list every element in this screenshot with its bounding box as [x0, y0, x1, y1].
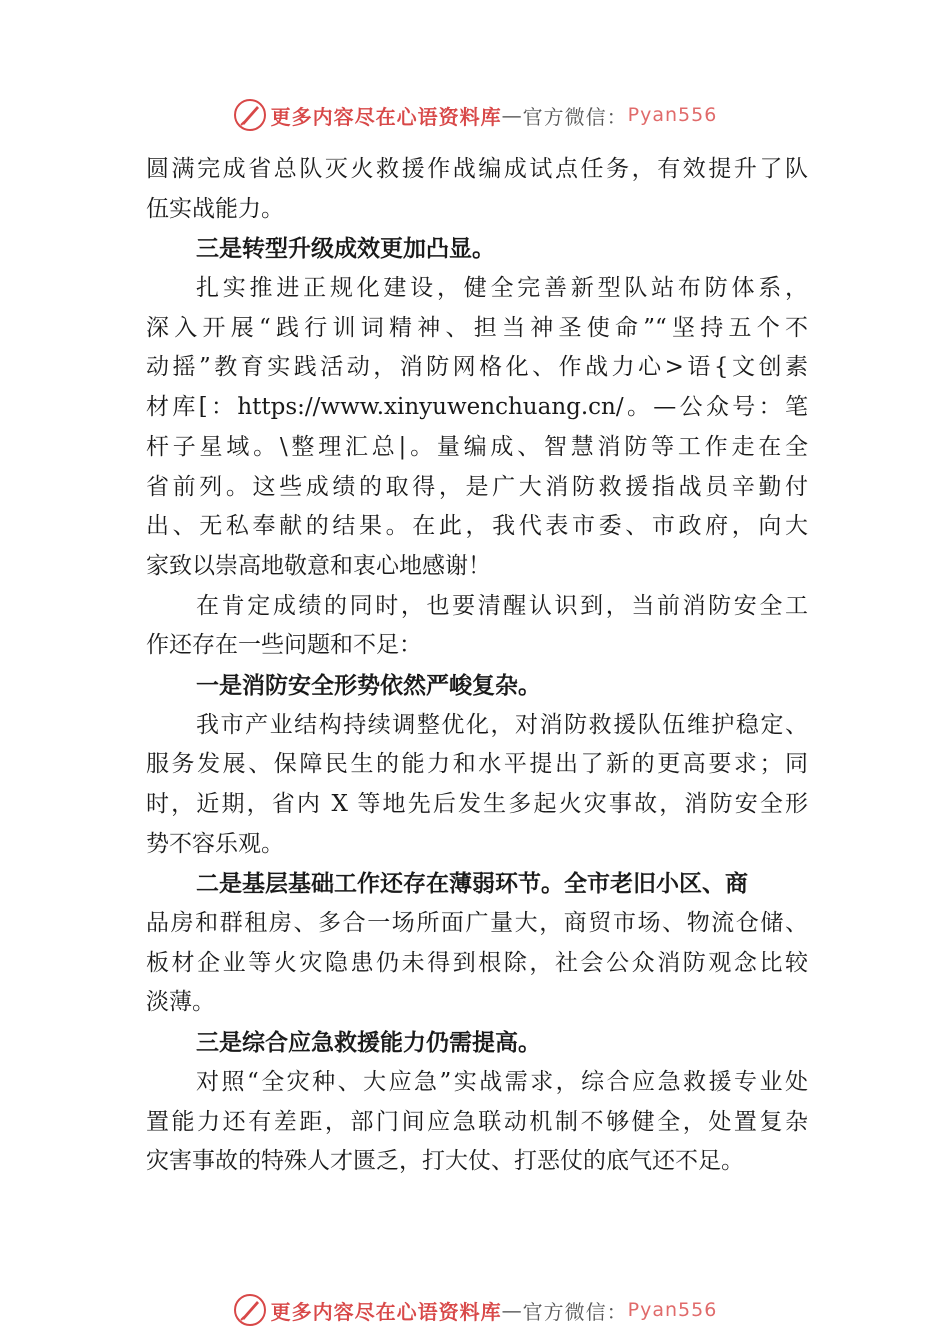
text-line: 板材企业等火灾隐患仍未得到根除，社会公众消防观念比较: [146, 949, 808, 976]
section-heading: 三是转型升级成效更加凸显。: [196, 235, 495, 263]
text-line: 伍实战能力。: [146, 195, 284, 222]
watermark-official-label: 官方微信：: [522, 104, 628, 129]
watermark-wechat-id: Pyan556: [627, 1299, 718, 1321]
watermark-brand: 更多内容尽在心语资料库: [270, 104, 502, 129]
text-line: 置能力还有差距，部门间应急联动机制不够健全，处置复杂: [146, 1108, 808, 1135]
text-line: 省前列。这些成绩的取得，是广大消防救援指战员辛勤付: [146, 473, 808, 500]
text-line: 淡薄。: [146, 989, 215, 1016]
section-heading: 一是消防安全形势依然严峻复杂。: [196, 671, 541, 699]
text-line: 我市产业结构持续调整优化，对消防救援队伍维护稳定、: [196, 711, 808, 738]
header-watermark: [0, 95, 950, 135]
quill-pen-icon: [233, 1293, 267, 1327]
text-line: 动摇”教育实践活动，消防网格化、作战力心>语{文创素: [146, 354, 808, 381]
text-line: 作还存在一些问题和不足：: [146, 632, 422, 659]
text-line: 材库[：https://www.xinyuwenchuang.cn/。—公众号：笔: [146, 394, 808, 421]
text-line: 服务发展、保障民生的能力和水平提出了新的更高要求；同: [146, 751, 808, 778]
section-heading: 三是综合应急救援能力仍需提高。: [196, 1029, 541, 1057]
text-line: 出、无私奉献的结果。在此，我代表市委、市政府，向大: [146, 513, 808, 540]
text-line: 深入开展“践行训词精神、担当神圣使命”“坚持五个不: [146, 314, 808, 341]
text-line: 圆满完成省总队灭火救援作战编成试点任务，有效提升了队: [146, 156, 808, 182]
text-line: 在肯定成绩的同时，也要清醒认识到，当前消防安全工: [196, 592, 808, 619]
text-line: 时，近期，省内 X 等地先后发生多起火灾事故，消防安全形: [146, 791, 808, 817]
text-line: 灾害事故的特殊人才匮乏，打大仗、打恶仗的底气还不足。: [146, 1148, 744, 1175]
text-line: 品房和群租房、多合一场所面广量大，商贸市场、物流仓储、: [146, 910, 808, 937]
watermark-brand: 更多内容尽在心语资料库: [270, 1299, 502, 1324]
watermark-wechat-id: Pyan556: [627, 104, 718, 126]
document-body: [146, 150, 808, 1182]
watermark-separator: —: [501, 103, 523, 127]
section-heading: 二是基层基础工作还存在薄弱环节。全市老旧小区、商: [196, 870, 748, 898]
watermark-separator: —: [501, 1298, 523, 1322]
quill-pen-icon: [233, 98, 267, 132]
text-line: 家致以崇高地敬意和衷心地感谢！: [146, 552, 491, 579]
text-line: 扎实推进正规化建设，健全完善新型队站布防体系，: [196, 275, 808, 302]
text-line: 杆子星域。\整理汇总|。量编成、智慧消防等工作走在全: [146, 433, 808, 460]
text-line: 势不容乐观。: [146, 830, 284, 857]
footer-watermark: [0, 1290, 950, 1330]
watermark-official-label: 官方微信：: [522, 1299, 628, 1324]
text-line: 对照“全灾种、大应急”实战需求，综合应急救援专业处: [196, 1068, 808, 1095]
